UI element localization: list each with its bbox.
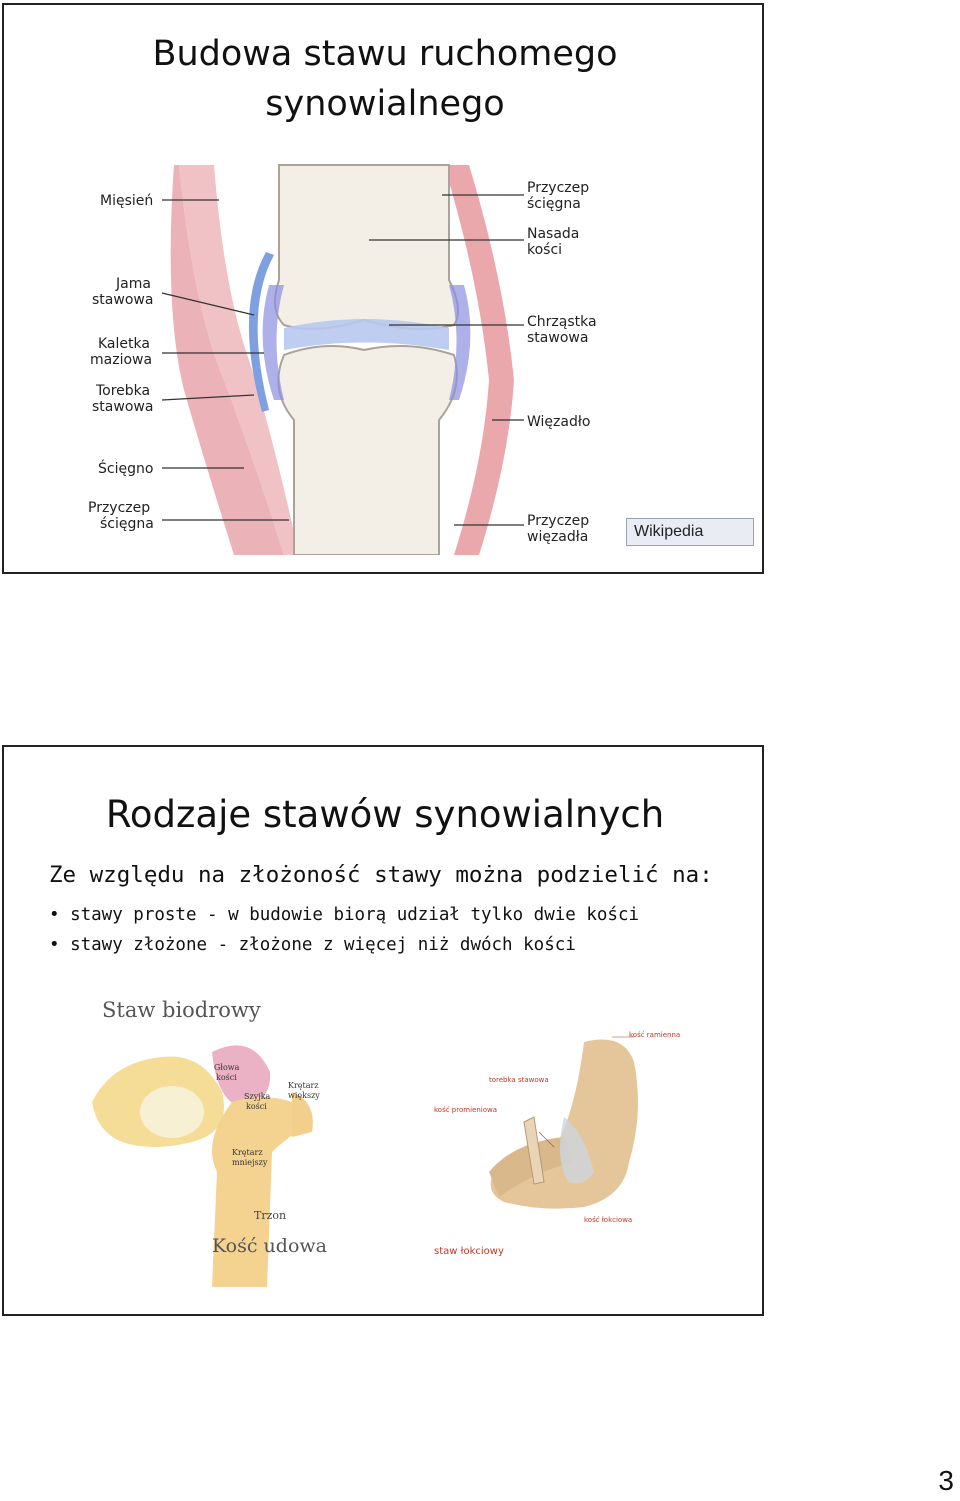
elbow-label-kosc-lokciowa: kość łokciowa bbox=[584, 1216, 633, 1224]
hip-label-szyjka: Szyjka bbox=[244, 1092, 271, 1101]
label-maziowa: maziowa bbox=[90, 352, 153, 368]
elbow-label-kosc-ramienna: kość ramienna bbox=[629, 1031, 681, 1039]
page-number: 3 bbox=[938, 1465, 954, 1496]
hip-label-glowa: Głowa bbox=[214, 1063, 240, 1072]
elbow-label-torebka: torebka stawowa bbox=[489, 1076, 549, 1084]
source-badge: Wikipedia bbox=[626, 518, 754, 546]
hip-label-kretarz-mniejszy: mniejszy bbox=[232, 1158, 268, 1167]
label-sciegno: Ścięgno bbox=[98, 461, 154, 477]
label-torebka-stawowa: stawowa bbox=[92, 399, 154, 415]
hip-title-label: Staw biodrowy bbox=[102, 998, 261, 1022]
hip-label-kretarz2: Krętarz bbox=[232, 1148, 263, 1157]
bullet-item: • stawy proste - w budowie biorą udział tylko dwie kości bbox=[49, 900, 639, 930]
hip-label-szyjka-kosci: kości bbox=[246, 1102, 267, 1111]
label-miesien: Mięsień bbox=[100, 193, 154, 209]
elbow-label-kosc-promieniowa: kość promieniowa bbox=[434, 1106, 498, 1114]
label-chrzastka-stawowa: stawowa bbox=[527, 330, 589, 346]
label-sciegna-right: ścięgna bbox=[527, 196, 581, 212]
slide-title bbox=[4, 29, 766, 129]
bullet-item: • stawy złożone - złożone z więcej niż dwóch kości bbox=[49, 930, 639, 960]
lead-text: Ze względu na złożoność stawy można podzielić na: bbox=[49, 862, 713, 888]
label-przyczep-right: Przyczep bbox=[527, 180, 590, 196]
label-nasada: Nasada bbox=[527, 226, 580, 242]
label-sciegna-left: ścięgna bbox=[100, 516, 154, 532]
elbow-joint-illustration bbox=[424, 1022, 714, 1272]
label-przyczep-wiezadla: Przyczep bbox=[527, 513, 590, 529]
label-przyczep-left: Przyczep bbox=[88, 500, 151, 516]
slide-title: Rodzaje stawów synowialnych bbox=[105, 793, 665, 836]
hip-label-glowa-kosci: kości bbox=[216, 1073, 237, 1082]
label-jama-stawowa: stawowa bbox=[92, 292, 154, 308]
title-line-1: Budowa stawu ruchomego bbox=[152, 34, 618, 74]
label-chrzastka: Chrząstka bbox=[527, 314, 597, 330]
hip-label-kretarz-wiekszy: większy bbox=[288, 1091, 320, 1100]
hip-label-kretarz: Krętarz bbox=[288, 1081, 319, 1090]
label-kaletka: Kaletka bbox=[98, 336, 150, 352]
elbow-label-staw-lokciowy: staw łokciowy bbox=[434, 1246, 504, 1257]
label-wiezadla: więzadła bbox=[527, 529, 589, 545]
hip-joint-illustration bbox=[92, 992, 332, 1287]
bullet-list bbox=[49, 900, 639, 960]
label-kosci: kości bbox=[527, 242, 563, 258]
label-wiezadlo: Więzadło bbox=[527, 414, 591, 430]
knee-joint-diagram bbox=[84, 160, 624, 555]
slide-joint-types bbox=[2, 745, 764, 1316]
label-jama: Jama bbox=[116, 276, 151, 292]
hip-label-trzon: Trzon bbox=[254, 1209, 287, 1222]
slide-knee-joint bbox=[2, 3, 764, 574]
label-torebka: Torebka bbox=[96, 383, 151, 399]
hip-label-kosc-udowa: Kość udowa bbox=[212, 1235, 327, 1257]
title-line-2: synowialnego bbox=[265, 84, 505, 124]
